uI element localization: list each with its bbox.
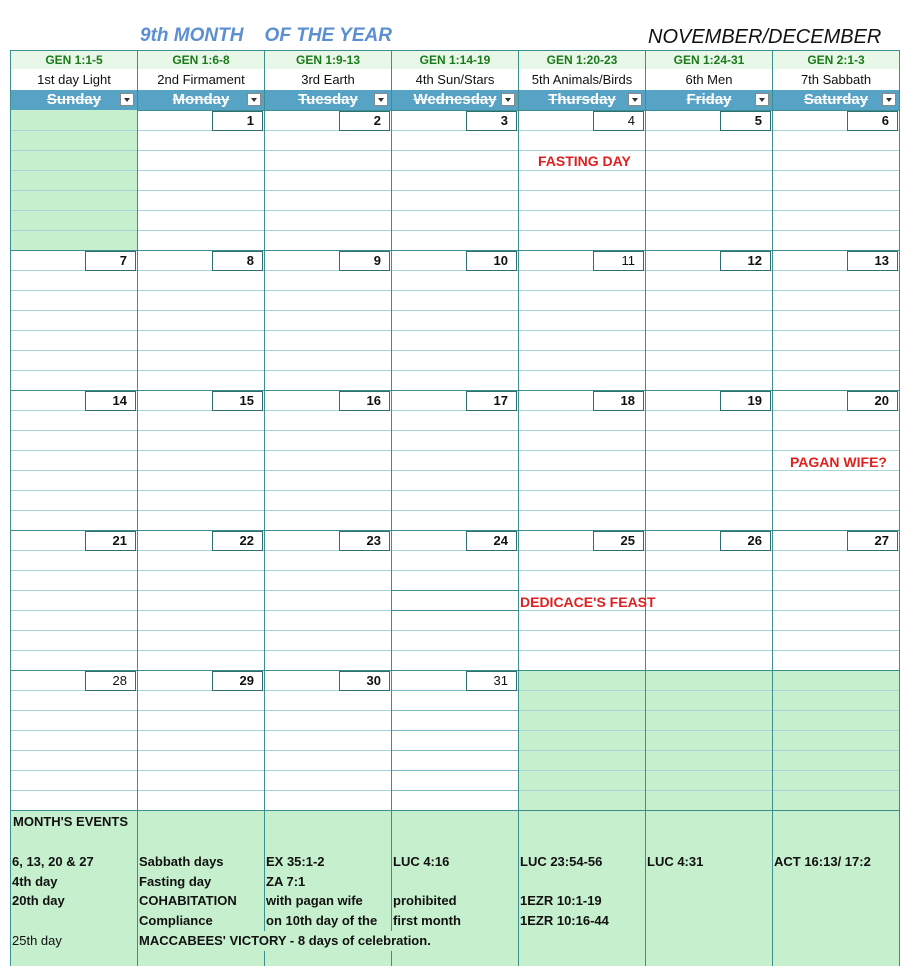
- note-dedicace-feast: DEDICACE'S FEAST: [520, 594, 656, 610]
- event-cell-r5-c1: 25th day: [12, 933, 62, 948]
- gen-reference-1: GEN 1:1-5: [10, 50, 137, 69]
- column-divider: [137, 50, 138, 966]
- note-fasting-day: FASTING DAY: [538, 153, 631, 169]
- events-heading: MONTH'S EVENTS: [13, 814, 129, 829]
- event-cell-r3-c5: 1EZR 10:1-19: [520, 893, 602, 908]
- grid-row-line: [10, 570, 899, 571]
- grid-row-line: [10, 470, 899, 471]
- day-cell-14[interactable]: 14: [85, 391, 136, 411]
- day-cell-24[interactable]: 24: [466, 531, 517, 551]
- creation-day-2: 2nd Firmament: [137, 69, 264, 90]
- weekday-label: Saturday: [803, 91, 869, 108]
- day-cell-5[interactable]: 5: [720, 111, 771, 131]
- day-cell-23[interactable]: 23: [339, 531, 390, 551]
- creation-day-4: 4th Sun/Stars: [391, 69, 518, 90]
- filter-dropdown-icon[interactable]: [501, 93, 515, 106]
- creation-day-3: 3rd Earth: [264, 69, 391, 90]
- weekday-label: Monday: [172, 91, 230, 108]
- creation-day-7: 7th Sabbath: [772, 69, 899, 90]
- filter-dropdown-icon[interactable]: [247, 93, 261, 106]
- creation-day-5: 5th Animals/Birds: [518, 69, 645, 90]
- gen-reference-2: GEN 1:6-8: [137, 50, 264, 69]
- day-cell-4[interactable]: 4: [593, 111, 644, 131]
- column-divider: [518, 50, 519, 966]
- day-cell-11[interactable]: 11: [593, 251, 644, 271]
- grid-row-line: [10, 630, 899, 631]
- column-divider: [645, 50, 646, 966]
- grid-row-line: [10, 490, 899, 491]
- weekday-label: Sunday: [46, 91, 102, 108]
- event-cell-r4-c4: first month: [393, 913, 461, 928]
- grid-row-line-strong: [391, 750, 518, 751]
- day-cell-31[interactable]: 31: [466, 671, 517, 691]
- grid-row-line: [10, 510, 899, 511]
- header-top-border: [10, 50, 899, 51]
- event-cell-r2-c3: ZA 7:1: [266, 874, 306, 889]
- day-cell-30[interactable]: 30: [339, 671, 390, 691]
- weekday-filter-friday[interactable]: [645, 90, 772, 110]
- grid-row-line-strong: [391, 730, 518, 731]
- event-cell-r3-c4: prohibited: [393, 893, 457, 908]
- month-title: 9th MONTH OF THE YEAR: [140, 25, 392, 46]
- column-divider: [772, 50, 773, 966]
- gen-reference-5: GEN 1:20-23: [518, 50, 645, 69]
- weekday-label: Thursday: [548, 91, 616, 108]
- grid-row-line: [10, 310, 899, 311]
- event-cell-r4-c2: Compliance: [139, 913, 213, 928]
- grid-row-line-strong: [391, 790, 518, 791]
- day-cell-20[interactable]: 20: [847, 391, 898, 411]
- day-cell-15[interactable]: 15: [212, 391, 263, 411]
- creation-day-6: 6th Men: [645, 69, 772, 90]
- gen-reference-6: GEN 1:24-31: [645, 50, 772, 69]
- day-cell-3[interactable]: 3: [466, 111, 517, 131]
- column-divider: [391, 50, 392, 966]
- grid-row-line: [10, 330, 899, 331]
- grid-row-line-strong: [391, 590, 518, 591]
- inactive-cells-week5: [518, 670, 899, 810]
- day-cell-18[interactable]: 18: [593, 391, 644, 411]
- day-cell-26[interactable]: 26: [720, 531, 771, 551]
- day-cell-16[interactable]: 16: [339, 391, 390, 411]
- filter-dropdown-icon[interactable]: [628, 93, 642, 106]
- weekday-filter-tuesday[interactable]: [264, 90, 391, 110]
- filter-dropdown-icon[interactable]: [882, 93, 896, 106]
- month-range-title: NOVEMBER/DECEMBER: [648, 26, 882, 48]
- event-cell-r2-c2: Fasting day: [139, 874, 212, 889]
- weekday-filter-monday[interactable]: [137, 90, 264, 110]
- gen-reference-3: GEN 1:9-13: [264, 50, 391, 69]
- day-cell-21[interactable]: 21: [85, 531, 136, 551]
- day-cell-8[interactable]: 8: [212, 251, 263, 271]
- grid-row-line: [10, 170, 899, 171]
- day-cell-25[interactable]: 25: [593, 531, 644, 551]
- event-cell-r4-c3: on 10th day of the: [266, 913, 378, 928]
- grid-row-line-strong: [391, 770, 518, 771]
- column-divider: [899, 50, 900, 966]
- grid-row-line-strong: [391, 610, 518, 611]
- day-cell-28[interactable]: 28: [85, 671, 136, 691]
- day-cell-27[interactable]: 27: [847, 531, 898, 551]
- inactive-cell-week1-sunday-top: [10, 110, 137, 130]
- filter-dropdown-icon[interactable]: [374, 93, 388, 106]
- grid-row-line: [10, 430, 899, 431]
- event-cell-r1-c4: LUC 4:16: [393, 854, 450, 869]
- event-cell-r2-c1: 4th day: [12, 874, 58, 889]
- weekday-filter-saturday[interactable]: [772, 90, 899, 110]
- filter-dropdown-icon[interactable]: [120, 93, 134, 106]
- day-cell-29[interactable]: 29: [212, 671, 263, 691]
- gen-reference-7: GEN 2:1-3: [772, 50, 899, 69]
- filter-dropdown-icon[interactable]: [755, 93, 769, 106]
- weekday-filter-thursday[interactable]: [518, 90, 645, 110]
- grid-row-line: [10, 650, 899, 651]
- grid-row-line: [10, 190, 899, 191]
- day-cell-1[interactable]: 1: [212, 111, 263, 131]
- day-cell-13[interactable]: 13: [847, 251, 898, 271]
- event-cell-r3-c2: COHABITATION: [139, 893, 237, 908]
- column-divider: [10, 50, 11, 966]
- event-cell-r5-c2: MACCABEES' VICTORY - 8 days of celebration.: [139, 933, 431, 948]
- grid-row-line: [10, 370, 899, 371]
- day-cell-10[interactable]: 10: [466, 251, 517, 271]
- weekday-filter-wednesday[interactable]: [391, 90, 518, 110]
- creation-day-1: 1st day Light: [10, 69, 137, 90]
- event-cell-r1-c2: Sabbath days: [139, 854, 224, 869]
- day-cell-6[interactable]: 6: [847, 111, 898, 131]
- note-pagan-wife: PAGAN WIFE?: [790, 454, 887, 470]
- day-cell-12[interactable]: 12: [720, 251, 771, 271]
- day-cell-9[interactable]: 9: [339, 251, 390, 271]
- grid-row-line: [10, 150, 899, 151]
- event-cell-r4-c5: 1EZR 10:16-44: [520, 913, 609, 928]
- week-border: [10, 810, 899, 811]
- event-cell-r1-c6: LUC 4:31: [647, 854, 704, 869]
- grid-row-line: [10, 450, 899, 451]
- event-cell-r3-c3: with pagan wife: [266, 893, 363, 908]
- event-cell-r1-c3: EX 35:1-2: [266, 854, 325, 869]
- weekday-label: Wednesday: [413, 91, 497, 108]
- grid-row-line: [10, 210, 899, 211]
- day-cell-7[interactable]: 7: [85, 251, 136, 271]
- grid-row-line-strong: [391, 710, 518, 711]
- weekday-filter-sunday[interactable]: [10, 90, 137, 110]
- event-cell-r1-c5: LUC 23:54-56: [520, 854, 603, 869]
- day-cell-22[interactable]: 22: [212, 531, 263, 551]
- gen-reference-4: GEN 1:14-19: [391, 50, 518, 69]
- day-cell-17[interactable]: 17: [466, 391, 517, 411]
- grid-row-line: [10, 230, 899, 231]
- weekday-label: Tuesday: [298, 91, 358, 108]
- weekday-label: Friday: [686, 91, 732, 108]
- day-cell-19[interactable]: 19: [720, 391, 771, 411]
- week-border: [10, 670, 899, 671]
- day-cell-2[interactable]: 2: [339, 111, 390, 131]
- grid-row-line: [10, 350, 899, 351]
- event-cell-r1-c7: ACT 16:13/ 17:2: [774, 854, 871, 869]
- event-cell-r3-c1: 20th day: [12, 893, 65, 908]
- grid-row-line: [10, 290, 899, 291]
- event-cell-r1-c1: 6, 13, 20 & 27: [12, 854, 94, 869]
- column-divider: [264, 50, 265, 966]
